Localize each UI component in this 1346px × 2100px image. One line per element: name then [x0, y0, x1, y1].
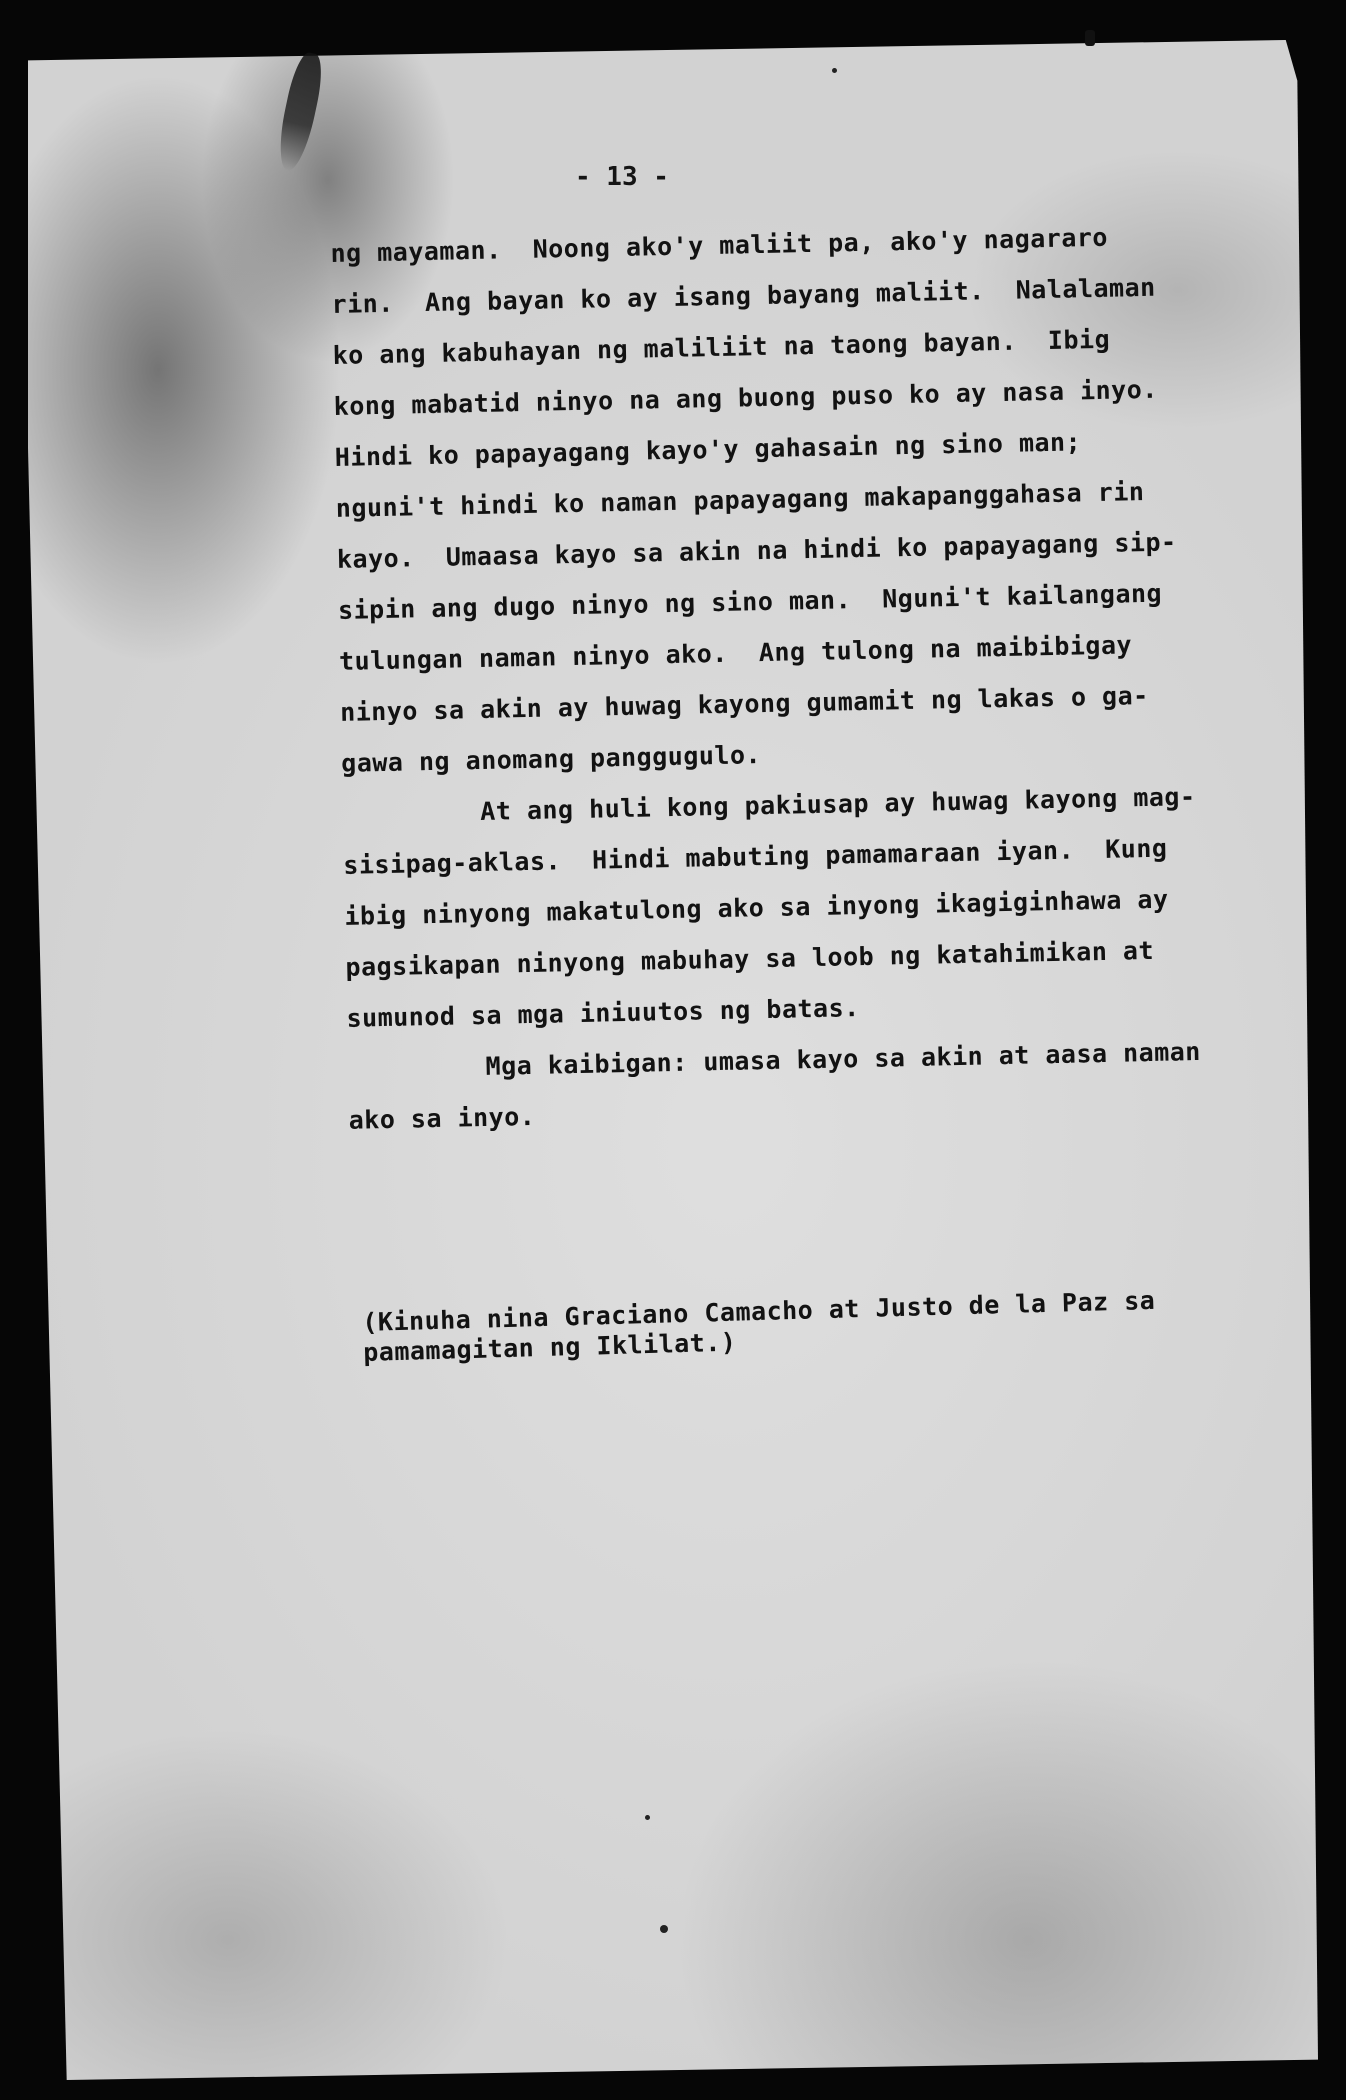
- text-line: Mga kaibigan: umasa kayo sa akin at aasa naman: [485, 1036, 1202, 1081]
- text-line: kong mabatid ninyo na ang buong puso ko ay nasa inyo.: [333, 374, 1159, 421]
- text-line: nguni't hindi ko naman papayagang makapanggahasa rin: [335, 477, 1145, 523]
- ink-speck: [645, 1815, 650, 1820]
- text-line: rin. Ang bayan ko ay isang bayang maliit. Nalalaman: [331, 272, 1156, 319]
- page-number: - 13 -: [575, 162, 669, 192]
- text-line: ibig ninyong makatulong ako sa inyong ikagiginhawa ay: [344, 884, 1169, 931]
- text-line: ako sa inyo.: [348, 1101, 536, 1135]
- caption-line: pamamagitan ng Iklilat.): [362, 1327, 737, 1367]
- text-line: sumunod sa mga iniuutos ng batas.: [346, 993, 860, 1033]
- text-line: Hindi ko papayagang kayo'y gahasain ng sino man;: [334, 427, 1082, 472]
- text-line: sisipag-aklas. Hindi mabuting pamamaraan iyan. Kung: [343, 833, 1168, 880]
- text-line: sipin ang dugo ninyo ng sino man. Nguni't kailangang: [337, 578, 1163, 625]
- ink-speck: [660, 1925, 668, 1933]
- text-line: ninyo sa akin ay huwag kayong gumamit ng lakas o ga-: [339, 680, 1149, 727]
- text-line: gawa ng anomang panggugulo.: [340, 740, 762, 778]
- caption-line: (Kinuha nina Graciano Camacho at Justo de la Paz sa: [362, 1285, 1156, 1337]
- ink-speck: [832, 68, 837, 73]
- text-line: At ang huli kong pakiusap ay huwag kayong mag-: [479, 782, 1196, 826]
- body-text: [330, 209, 1249, 1146]
- text-line: kayo. Umaasa kayo sa akin na hindi ko papayagang sip-: [336, 527, 1177, 574]
- text-line: ng mayaman. Noong ako'y maliit pa, ako'y nagararo: [330, 222, 1109, 268]
- text-line: ko ang kabuhayan ng maliliit na taong bayan. Ibig: [332, 324, 1111, 370]
- staple-hole: [1085, 30, 1095, 46]
- text-line: tulungan naman ninyo ako. Ang tulong na maibibigay: [338, 630, 1133, 676]
- text-line: pagsikapan ninyong mabuhay sa loob ng katahimikan at: [345, 935, 1155, 982]
